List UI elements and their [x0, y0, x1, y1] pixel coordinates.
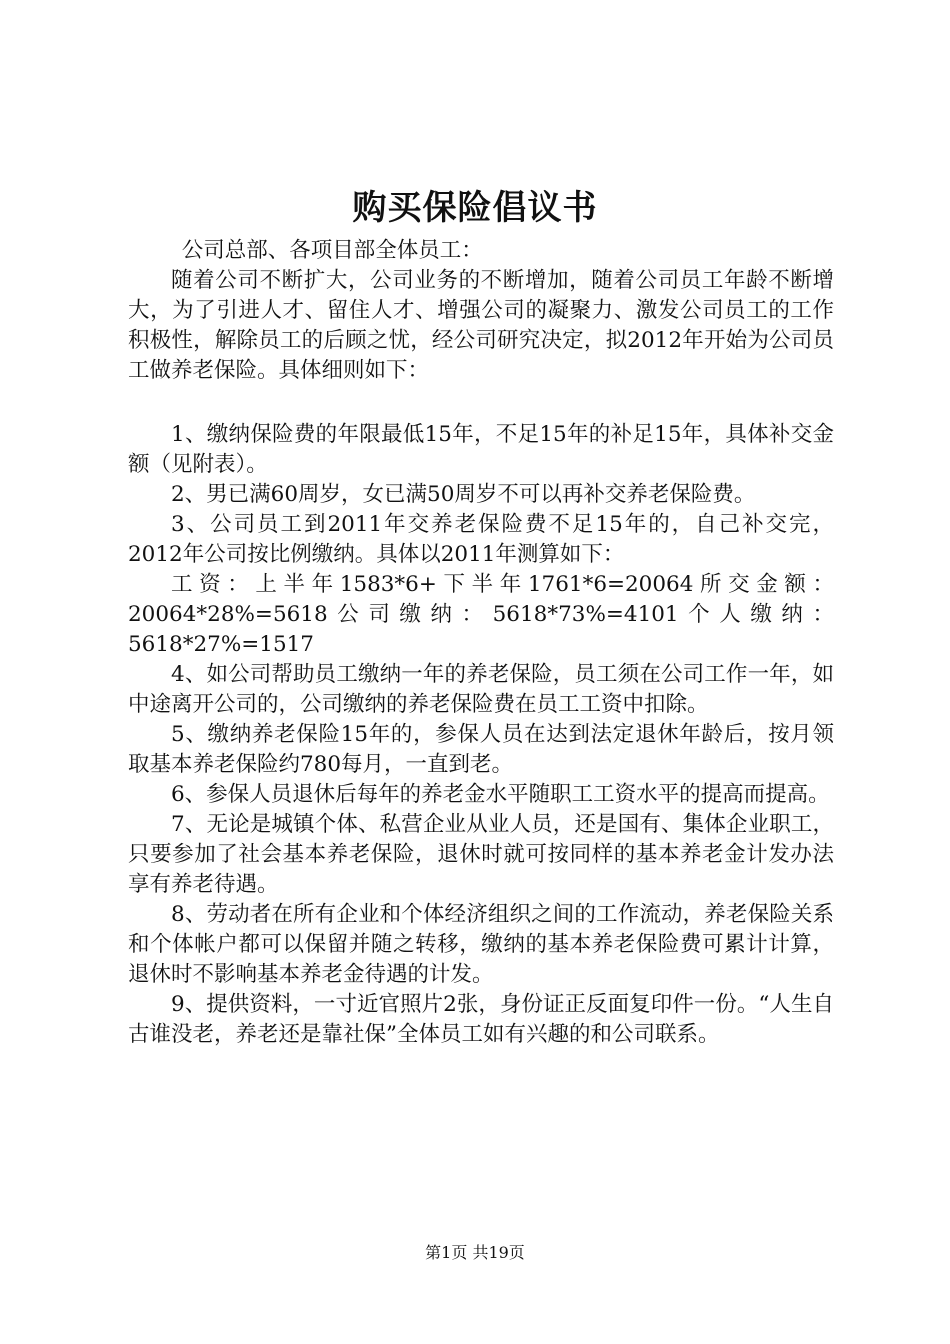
- clause-3: 3、公司员工到2011年交养老保险费不足15年的，自己补交完，2012年公司按比例缴纳。具体以2011年测算如下：: [128, 512, 834, 567]
- clause-2: 2、男已满60周岁，女已满50周岁不可以再补交养老保险费。: [171, 482, 756, 507]
- document-body: [128, 236, 834, 1050]
- clause-5: 5、缴纳养老保险15年的，参保人员在达到法定退休年龄后，按月领取基本养老保险约780每月，一直到老。: [128, 722, 834, 777]
- clause-7: 7、无论是城镇个体、私营企业从业人员，还是国有、集体企业职工，只要参加了社会基本养老保险，退休时就可按同样的基本养老金计发办法享有养老待遇。: [128, 812, 834, 897]
- clause-6: 6、参保人员退休后每年的养老金水平随职工工资水平的提高而提高。: [171, 782, 830, 807]
- clause-4: 4、如公司帮助员工缴纳一年的养老保险，员工须在公司工作一年，如中途离开公司的，公司缴纳的养老保险费在员工工资中扣除。: [128, 662, 834, 717]
- calculation-paragraph: 工资：上半年1583*6+下半年1761*6=20064所交金额：20064*28%=5618公司缴纳：5618*73%=4101个人缴纳：5618*27%=1517: [128, 572, 834, 657]
- clause-8: 8、劳动者在所有企业和个体经济组织之间的工作流动，养老保险关系和个体帐户都可以保留并随之转移，缴纳的基本养老保险费可累计计算，退休时不影响基本养老金待遇的计发。: [128, 902, 834, 987]
- clause-9: 9、提供资料，一寸近官照片2张，身份证正反面复印件一份。“人生自古谁没老，养老还是靠社保”全体员工如有兴趣的和公司联系。: [128, 992, 834, 1047]
- salutation: 公司总部、各项目部全体员工：: [181, 238, 483, 263]
- document-title: 购买保险倡议书: [352, 188, 598, 228]
- intro-paragraph: 随着公司不断扩大，公司业务的不断增加，随着公司员工年龄不断增大，为了引进人才、留住人才、增强公司的凝聚力、激发公司员工的工作积极性，解除员工的后顾之忧，经公司研究决定，拟2012年开始为公司员工做养老保险。具体细则如下：: [128, 268, 834, 383]
- clause-1: 1、缴纳保险费的年限最低15年，不足15年的补足15年，具体补交金额（见附表）。: [128, 422, 834, 477]
- page-number-footer: 第1页 共19页: [425, 1243, 525, 1262]
